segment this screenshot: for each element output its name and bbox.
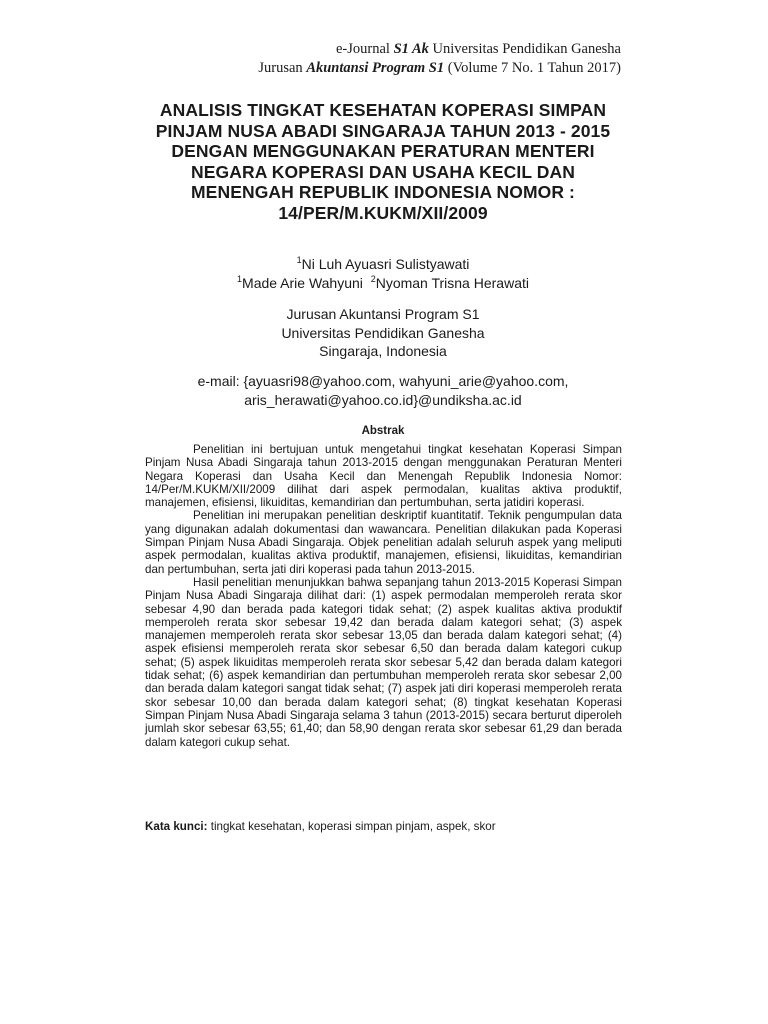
keywords-text: tingkat kesehatan, koperasi simpan pinjam, aspek, skor <box>207 820 496 833</box>
city: Singaraja, Indonesia <box>319 343 447 359</box>
title-line: PINJAM NUSA ABADI SINGARAJA TAHUN 2013 - 2015 <box>155 120 611 141</box>
title-line: DENGAN MENGGUNAKAN PERATURAN MENTERI <box>171 141 595 161</box>
abstract-body <box>145 443 622 749</box>
email-line-1: e-mail: {ayuasri98@yahoo.com, wahyuni_arie@yahoo.com, <box>197 373 569 389</box>
journal-header-line-1: e-Journal S1 Ak Universitas Pendidikan Ganesha <box>336 41 621 57</box>
title-line: 14/PER/M.KUKM/XII/2009 <box>278 202 488 223</box>
author-name: Nyoman Trisna Herawati <box>375 274 529 291</box>
abstract-paragraph-1: Penelitian ini bertujuan untuk mengetahui tingkat kesehatan Koperasi Simpan Pinjam Nusa Abadi Singaraja tahun 2013-2015 dengan menggunakan Peraturan Menteri Negara Koperasi dan Usaha Kecil dan Menengah Republik Indonesia Nomor: 14/Per/M.KUKM/XII/2009 dilihat dari aspek permodalan, kualitas aktiva produktif, manajemen, efisiensi, likuiditas, kemandirian dan pertumbuhan, serta jatidiri koperasi. <box>145 443 622 510</box>
title-line: NEGARA KOPERASI DAN USAHA KECIL DAN <box>191 161 575 182</box>
paper-title <box>138 100 628 223</box>
keywords <box>145 820 622 834</box>
abstract-heading: Abstrak <box>361 425 405 437</box>
journal-header-line-2: Jurusan Akuntansi Program S1 (Volume 7 No. 1 Tahun 2017) <box>258 60 621 76</box>
email-line-2: aris_herawati@yahoo.co.id}@undiksha.ac.id <box>244 391 522 408</box>
university: Universitas Pendidikan Ganesha <box>281 324 485 341</box>
author-line-1: $^1$Ni Luh Ayuasri Sulistyawati <box>296 255 470 272</box>
affiliation <box>138 305 628 361</box>
authors <box>138 255 628 292</box>
journal-header <box>258 40 621 78</box>
department: Jurusan Akuntansi Program S1 <box>286 306 480 322</box>
title-line: MENENGAH REPUBLIK INDONESIA NOMOR : <box>191 182 575 202</box>
author-line-2: $^1$Made Arie Wahyuni $^2$Nyoman Trisna Herawati <box>237 273 529 291</box>
keywords-label: Kata kunci: <box>145 820 208 833</box>
title-line: ANALISIS TINGKAT KESEHATAN KOPERASI SIMPAN <box>159 100 607 120</box>
email-block <box>138 372 628 409</box>
author-name: Ni Luh Ayuasri Sulistyawati <box>301 256 470 272</box>
abstract-paragraph-2: Penelitian ini merupakan penelitian deskriptif kuantitatif. Teknik pengumpulan data yang digunakan adalah dokumentasi dan wawancara. Penelitian dilakukan pada Koperasi Simpan Pinjam Nusa Abadi Singaraja. Objek penelitian adalah seluruh aspek yang meliputi aspek permodalan, kualitas aktiva produktif, manajemen, efisiensi, likuiditas, kemandirian dan pertumbuhan, serta jati diri koperasi pada tahun 2013-2015. <box>145 509 622 576</box>
abstract-paragraph-3: Hasil penelitian menunjukkan bahwa sepanjang tahun 2013-2015 Koperasi Simpan Pinjam Nusa Abadi Singaraja dilihat dari: (1) aspek permodalan memperoleh rerata skor sebesar 4,90 dan berada pada kategori tidak sehat; (2) aspek kualitas aktiva produktif memperoleh rerata skor sebesar 19,42 dan berada dalam kategori sehat; (3) aspek manajemen memperoleh rerata skor sebesar 13,05 dan berada dalam kategori sehat; (4) aspek efisiensi memperoleh rerata skor sebesar 6,50 dan berada dalam kategori cukup sehat; (5) aspek likuiditas memperoleh rerata skor sebesar 5,42 dan berada dalam kategori tidak sehat; (6) aspek kemandirian dan pertumbuhan memperoleh rerata skor sebesar 2,00 dan berada dalam kategori sangat tidak sehat; (7) aspek jati diri koperasi memperoleh rerata skor sebesar 10,00 dan berada dalam kategori sehat; (8) tingkat kesehatan Koperasi Simpan Pinjam Nusa Abadi Singaraja selama 3 tahun (2013-2015) secara berturut diperoleh jumlah skor sebesar 63,55; 61,40; dan 58,90 dengan rerata skor sebesar 61,29 dan berada dalam kategori cukup sehat. <box>145 575 622 749</box>
author-name: Made Arie Wahyuni <box>242 274 363 291</box>
